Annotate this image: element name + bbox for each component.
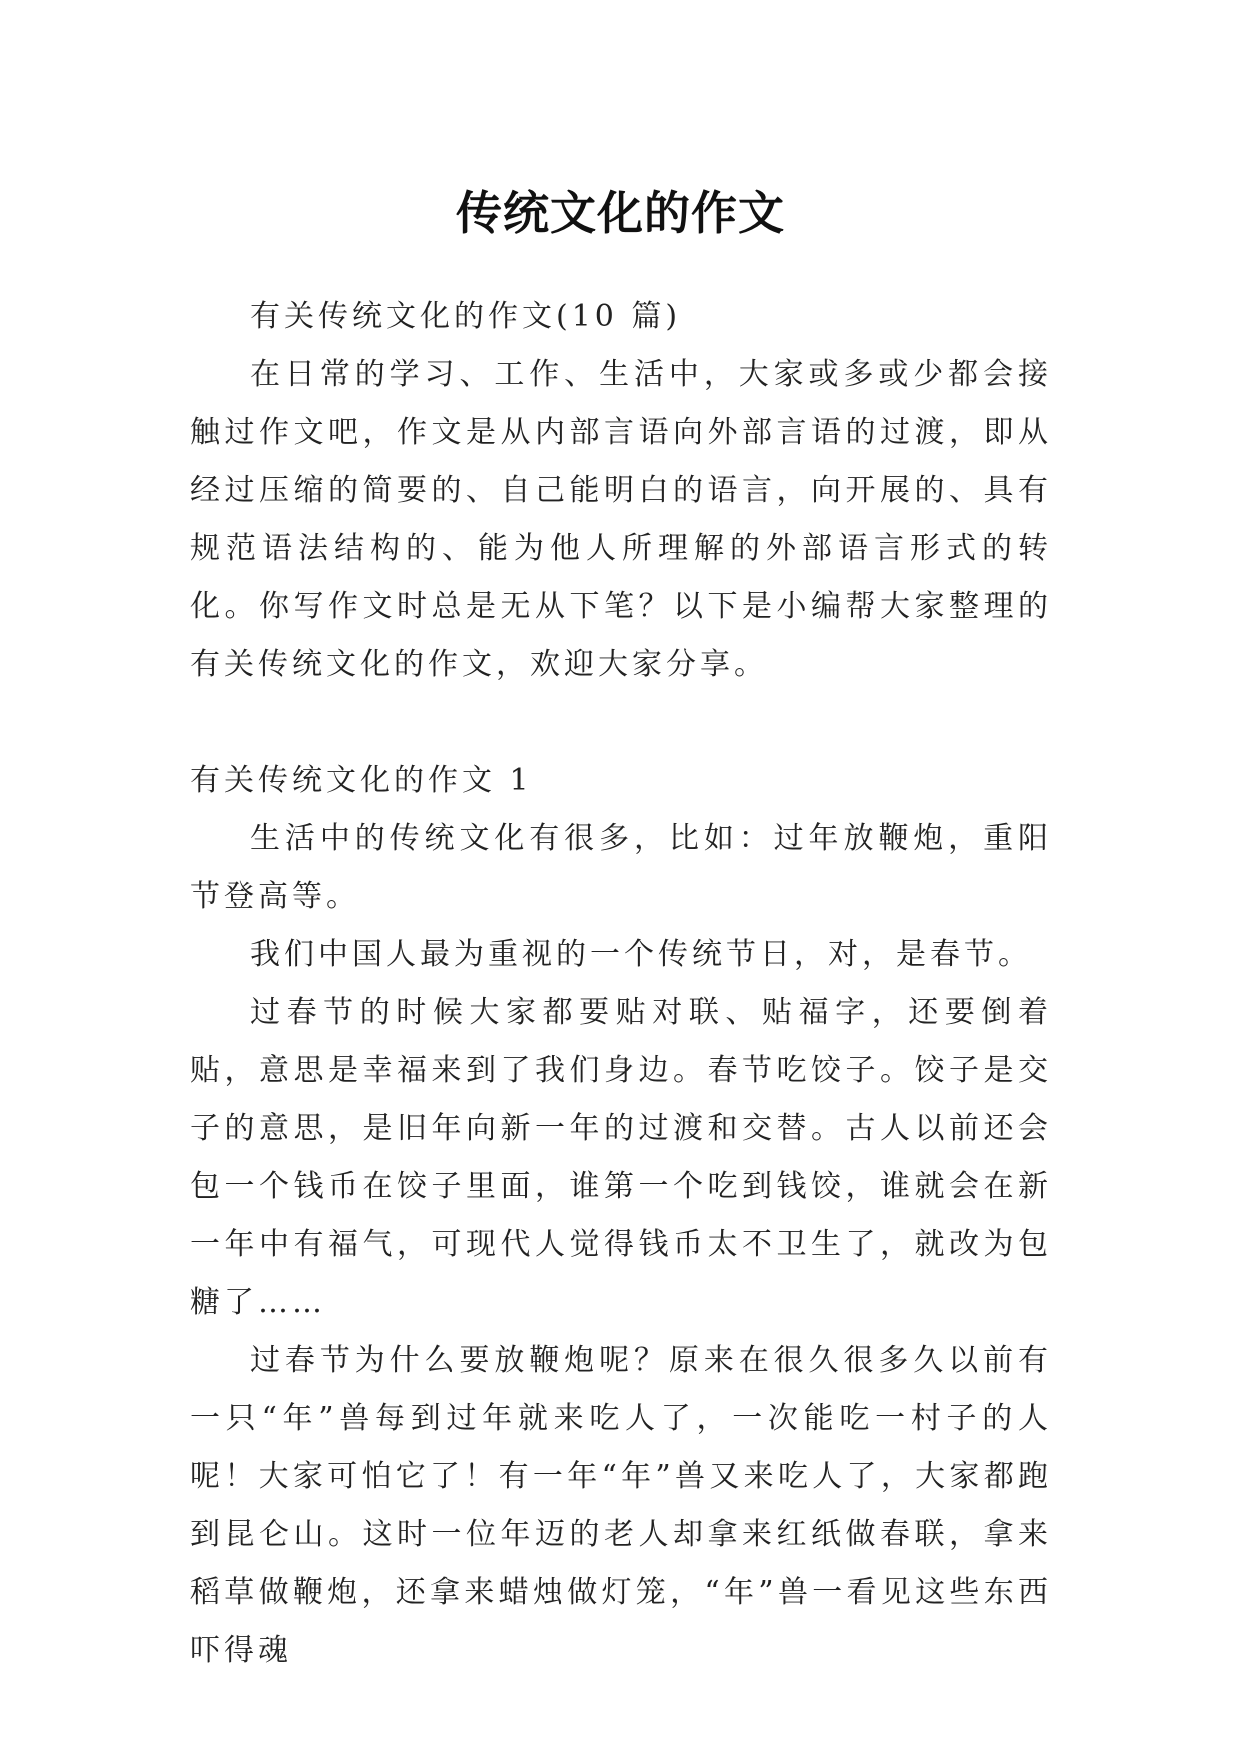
section-paragraph: 我们中国人最为重视的一个传统节日，对，是春节。 xyxy=(250,937,1032,972)
section-paragraph: 过春节为什么要放鞭炮呢？原来在很久很多久以前有一只“年”兽每到过年就来吃人了，一次能吃一村子的人呢！大家可怕它了！有一年“年”兽又来吃人了，大家都跑到昆仑山。这时一位年迈的老人却拿来红纸做春联，拿来稻草做鞭炮，还拿来蜡烛做灯笼，“年”兽一看见这些东西吓得魂 xyxy=(190,1343,1052,1668)
intro-paragraph: 在日常的学习、工作、生活中，大家或多或少都会接触过作文吧，作文是从内部言语向外部言语的过渡，即从经过压缩的简要的、自己能明白的语言，向开展的、具有规范语法结构的、能为他人所理解的外部语言形式的转化。你写作文时总是无从下笔？以下是小编帮大家整理的有关传统文化的作文，欢迎大家分享。 xyxy=(190,357,1052,682)
section-paragraph: 过春节的时候大家都要贴对联、贴福字，还要倒着贴，意思是幸福来到了我们身边。春节吃饺子。饺子是交子的意思，是旧年向新一年的过渡和交替。古人以前还会包一个钱币在饺子里面，谁第一个吃到钱饺，谁就会在新一年中有福气，可现代人觉得钱币太不卫生了，就改为包糖了…… xyxy=(190,995,1052,1320)
document-body xyxy=(190,288,1052,1680)
intro-subtitle: 有关传统文化的作文(10 篇) xyxy=(250,299,682,334)
section-heading: 有关传统文化的作文 1 xyxy=(190,763,533,798)
document-title: 传统文化的作文 xyxy=(456,185,785,240)
section-paragraph: 生活中的传统文化有很多，比如：过年放鞭炮，重阳节登高等。 xyxy=(190,821,1052,914)
